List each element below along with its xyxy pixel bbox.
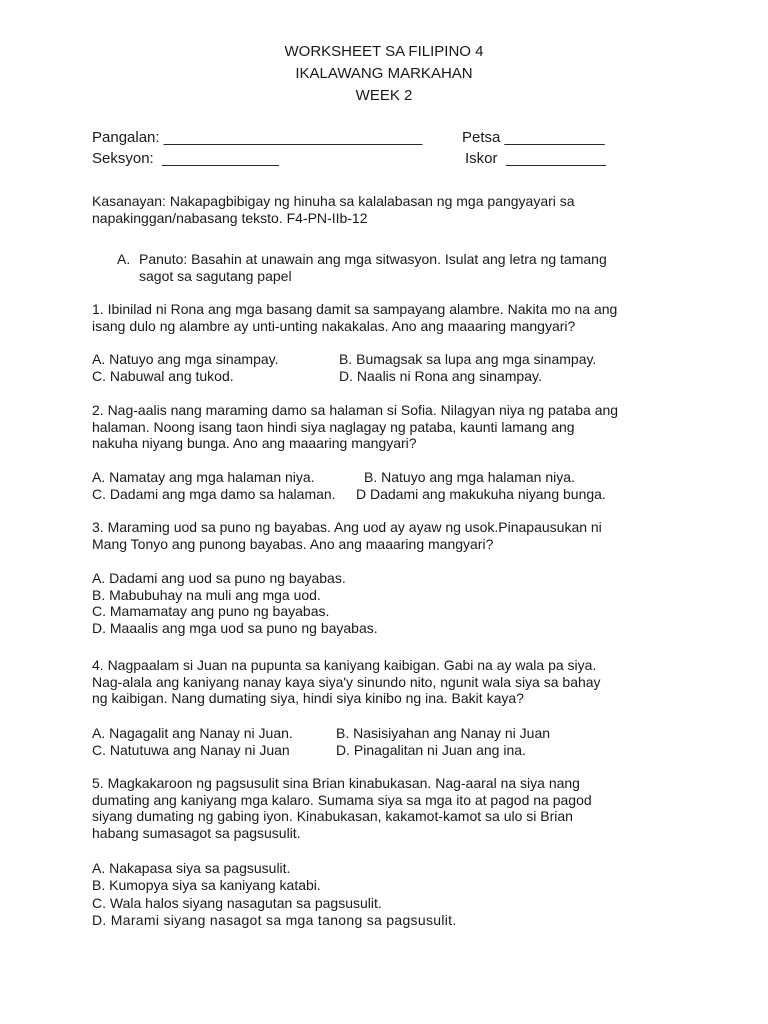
option-b: B. Natuyo ang mga halaman niya. (364, 469, 575, 485)
week-title: WEEK 2 (355, 87, 413, 104)
option-a: A. Nagagalit ang Nanay ni Juan. (92, 725, 293, 741)
option-d: D. Maaalis ang mga uod sa puno ng bayabas. (92, 619, 378, 636)
question-2-options (92, 469, 712, 502)
question-2: 2. Nag-aalis nang maraming damo sa halaman si Sofia. Nilagyan niya ng pataba ang halaman. Noong isang taon hindi siya naglagay ng pataba, kaunti lamang ang nakuha niyang bunga. Ano ang maaaring mangyari? (92, 402, 619, 451)
option-d: D. Pinagalitan ni Juan ang ina. (336, 741, 526, 758)
option-c: C. Dadami ang mga damo sa halaman. (92, 485, 336, 502)
question-3-options (92, 570, 712, 636)
question-1: 1. Ibinilad ni Rona ang mga basang damit sa sampayang alambre. Nakita mo na ang isang dulo ng alambre ay unti-unting nakakalas. Ano ang maaaring mangyari? (92, 301, 618, 334)
panuto-text: Panuto: Basahin at unawain ang mga sitwasyon. Isulat ang letra ng tamang sagot sa sagutang papel (139, 251, 607, 284)
option-d: D. Marami siyang nasagot sa mga tanong sa pagsusulit. (92, 911, 457, 928)
option-b: B. Nasisiyahan ang Nanay ni Juan (336, 725, 551, 741)
option-c: C. Mamamatay ang puno ng bayabas. (92, 603, 330, 619)
question-3: 3. Maraming uod sa puno ng bayabas. Ang uod ay ayaw ng usok.Pinapausukan ni Mang Tonyo ang punong bayabas. Ano ang maaaring mangyari? (92, 519, 602, 552)
question-1-options (92, 351, 712, 384)
option-a: A. Natuyo ang mga sinampay. (92, 351, 279, 367)
petsa-field[interactable]: Petsa ____________ (462, 129, 605, 146)
option-b: B. Kumopya siya sa kaniyang katabi. (92, 876, 321, 893)
worksheet-title: WORKSHEET SA FILIPINO 4 (284, 43, 484, 60)
quarter-title: IKALAWANG MARKAHAN (295, 65, 473, 82)
seksyon-field[interactable]: Seksyon: ______________ (92, 150, 279, 167)
option-a: A. Namatay ang mga halaman niya. (92, 469, 315, 485)
option-a: A. Nakapasa siya sa pagsusulit. (92, 860, 291, 876)
option-c: C. Natutuwa ang Nanay ni Juan (92, 741, 290, 758)
option-b: B. Bumagsak sa lupa ang mga sinampay. (339, 351, 597, 367)
option-d: D. Naalis ni Rona ang sinampay. (339, 367, 542, 384)
question-5-options (92, 860, 712, 928)
option-b: B. Mabubuhay na muli ang mga uod. (92, 586, 321, 603)
option-c: C. Wala halos siyang nasagutan sa pagsusulit. (92, 895, 382, 911)
question-4: 4. Nagpaalam si Juan na pupunta sa kaniyang kaibigan. Gabi na ay wala pa siya. Nag-alala ang kaniyang nanay kaya siya'y sinundo nito, ngunit wala siya sa bahay ng kaibigan. Nang dumating siya, hindi siya kinibo ng ina. Bakit kaya? (92, 657, 601, 706)
option-c: C. Nabuwal ang tukod. (92, 367, 234, 384)
option-a: A. Dadami ang uod sa puno ng bayabas. (92, 570, 346, 586)
panuto-letter: A. (117, 251, 131, 267)
pangalan-field[interactable]: Pangalan: _______________________________ (92, 129, 423, 146)
question-5: 5. Magkakaroon ng pagsusulit sina Brian kinabukasan. Nag-aaral na siya nang dumating ang kaniyang mga kalaro. Sumama siya sa mga ito at pagod na pagod siyang dumating ng gabing iyon. Kinabukasan, kakamot-kamot sa ulo si Brian habang sumasagot sa pagsusulit. (92, 775, 592, 841)
option-d: D Dadami ang makukuha niyang bunga. (356, 485, 606, 502)
iskor-field[interactable]: Iskor ____________ (465, 150, 606, 167)
kasanayan-text: Kasanayan: Nakapagbibigay ng hinuha sa kalalabasan ng mga pangyayari sa napakinggan/nabasang teksto. F4-PN-IIb-12 (92, 193, 575, 226)
question-4-options (92, 725, 712, 758)
